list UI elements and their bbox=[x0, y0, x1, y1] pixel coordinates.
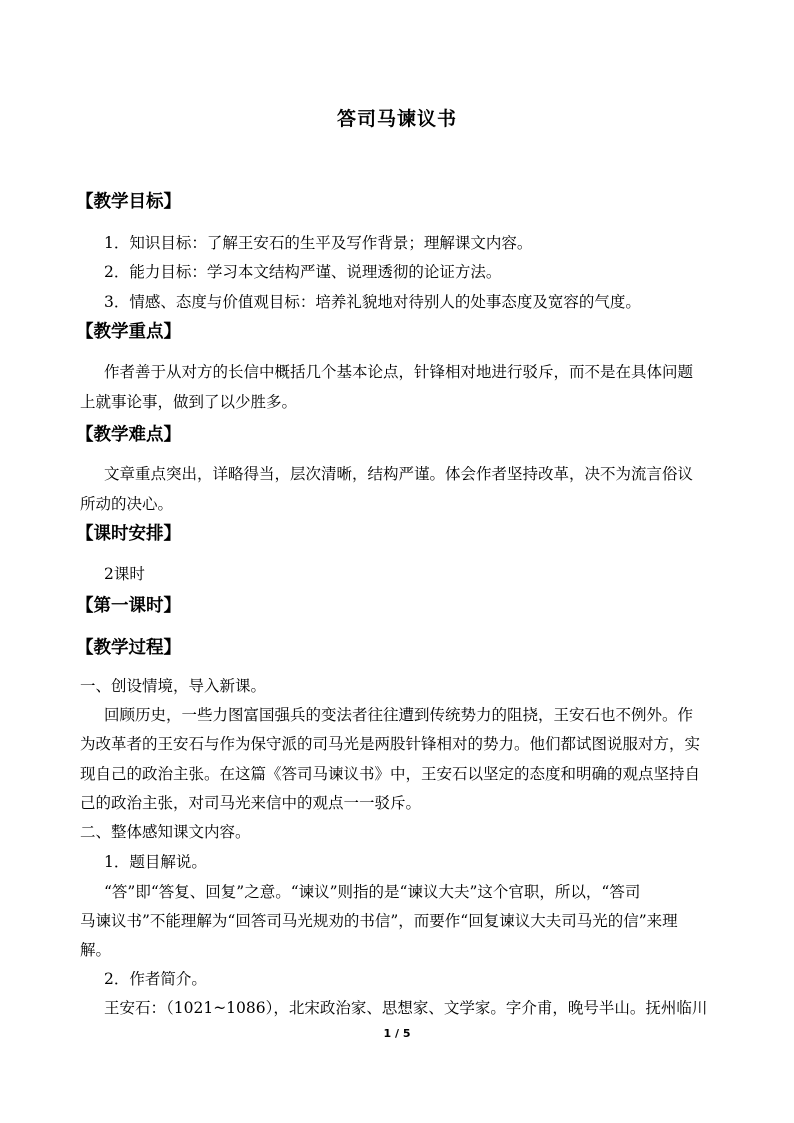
process-heading: 【教学过程】 bbox=[76, 638, 181, 658]
focus-text-line: 作者善于从对方的长信中概括几个基本论点，针锋相对地进行驳斥，而不是在具体问题 bbox=[104, 363, 694, 381]
part1-paragraph-line: 现自己的政治主张。在这篇《答司马谏议书》中，王安石以坚定的态度和明确的观点坚持自 bbox=[80, 765, 701, 783]
part2-paragraph-line: 解。 bbox=[80, 941, 112, 959]
page-number: 1 / 5 bbox=[383, 1027, 411, 1040]
part1-paragraph-line: 为改革者的王安石与作为保守派的司马光是两股针锋相对的势力。他们都试图说服对方，实 bbox=[80, 735, 701, 753]
part1-paragraph-line: 回顾历史，一些力图富国强兵的变法者往往遭到传统势力的阻挠，王安石也不例外。作 bbox=[104, 706, 694, 724]
difficulty-text-line: 文章重点突出，详略得当，层次清晰，结构严谨。体会作者坚持改革，决不为流言俗议 bbox=[104, 465, 694, 483]
part2-title: 二、整体感知课文内容。 bbox=[80, 823, 251, 841]
focus-heading: 【教学重点】 bbox=[76, 322, 181, 342]
goal-item-3: 3．情感、态度与价值观目标：培养礼貌地对待别人的处事态度及宽容的气度。 bbox=[104, 293, 641, 311]
goal-item-2: 2．能力目标：学习本文结构严谨、说理透彻的论证方法。 bbox=[104, 263, 502, 281]
part2-paragraph-line: “答”即“答复、回复”之意。“谏议”则指的是“谏议大夫”这个官职，所以，“答司 bbox=[104, 883, 641, 901]
goal-item-1: 1．知识目标：了解王安石的生平及写作背景；理解课文内容。 bbox=[104, 234, 533, 252]
goals-heading: 【教学目标】 bbox=[76, 192, 181, 212]
schedule-heading: 【课时安排】 bbox=[76, 524, 181, 544]
focus-text-line: 上就事论事，做到了以少胜多。 bbox=[80, 393, 298, 411]
part1-title: 一、创设情境，导入新课。 bbox=[80, 677, 267, 695]
part2-subheading: 2．作者简介。 bbox=[104, 970, 207, 988]
difficulty-text-line: 所动的决心。 bbox=[80, 495, 174, 513]
part2-subheading: 1．题目解说。 bbox=[104, 853, 207, 871]
part2-paragraph-line: 马谏议书”不能理解为“回答司马光规劝的书信”，而要作“回复谏议大夫司马光的信”来理 bbox=[80, 912, 678, 930]
document-title: 答司马谏议书 bbox=[336, 108, 457, 130]
lesson1-heading: 【第一课时】 bbox=[76, 596, 181, 616]
part2-paragraph-line: 王安石：（1021~1086），北宋政治家、思想家、文学家。字介甫，晚号半山。抚州临川 bbox=[104, 999, 708, 1017]
part1-paragraph-line: 己的政治主张，对司马光来信中的观点一一驳斥。 bbox=[80, 794, 422, 812]
difficulty-heading: 【教学难点】 bbox=[76, 425, 181, 445]
schedule-text: 2课时 bbox=[104, 565, 145, 583]
